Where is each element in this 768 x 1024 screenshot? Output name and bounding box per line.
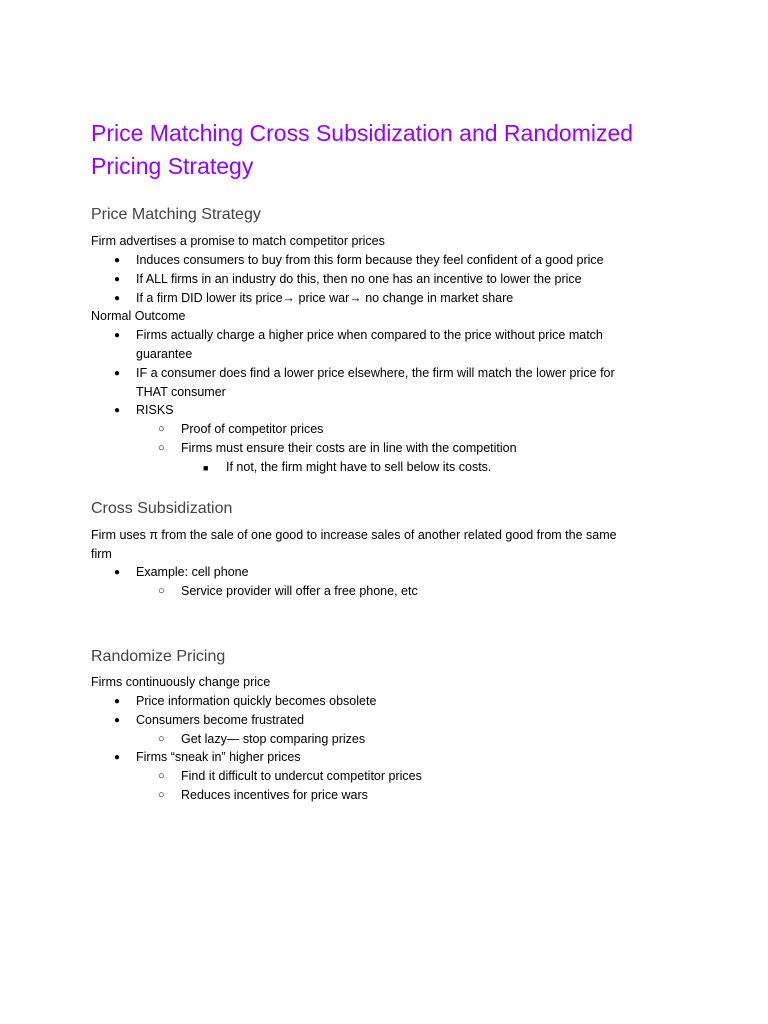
list-item: If ALL firms in an industry do this, then no one has an incentive to lower the price xyxy=(136,272,582,286)
list-item-continuation: THAT consumer xyxy=(136,385,226,399)
bullet-circle: ○ xyxy=(158,789,165,801)
list-item: Consumers become frustrated xyxy=(136,713,305,727)
title-line-1: Price Matching Cross Subsidization and Randomized xyxy=(91,120,634,146)
list-item: Proof of competitor prices xyxy=(181,422,324,436)
bullet-circle: ○ xyxy=(158,733,165,745)
bullet-dot: ● xyxy=(114,368,121,379)
bullet-circle: ○ xyxy=(158,442,165,454)
document-title xyxy=(91,117,731,183)
title-line-2: Pricing Strategy xyxy=(91,153,254,179)
list-item: Firms must ensure their costs are in line with the competition xyxy=(181,441,517,455)
paragraph-continuation: firm xyxy=(91,547,112,561)
list-item: Firms actually charge a higher price when compared to the price without price match xyxy=(136,328,603,342)
paragraph: Firm advertises a promise to match competitor prices xyxy=(91,234,385,248)
bullet-dot: ● xyxy=(114,752,121,763)
bullet-dot: ● xyxy=(114,330,121,341)
bullet-circle: ○ xyxy=(158,423,165,435)
paragraph: Firms continuously change price xyxy=(91,675,271,689)
list-item: Reduces incentives for price wars xyxy=(181,788,368,802)
list-item: Example: cell phone xyxy=(136,565,249,579)
bullet-circle: ○ xyxy=(158,585,165,597)
list-item-continuation: guarantee xyxy=(136,347,193,361)
bullet-dot: ● xyxy=(114,715,121,726)
list-item: Price information quickly becomes obsolete xyxy=(136,694,377,708)
list-item: Get lazy— stop comparing prizes xyxy=(181,732,366,746)
bullet-dot: ● xyxy=(114,567,121,578)
list-item: If not, the firm might have to sell below its costs. xyxy=(226,460,492,474)
list-item: Firms “sneak in” higher prices xyxy=(136,750,301,764)
list-item: Find it difficult to undercut competitor prices xyxy=(181,769,422,783)
section-heading-randomize-pricing: Randomize Pricing xyxy=(91,648,226,665)
paragraph: Normal Outcome xyxy=(91,309,186,323)
bullet-dot: ● xyxy=(114,274,121,285)
bullet-square: ■ xyxy=(203,463,209,473)
list-item: Service provider will offer a free phone, etc xyxy=(181,584,418,598)
paragraph: Firm uses π from the sale of one good to increase sales of another related good from the same xyxy=(91,528,617,542)
section-heading-cross-subsidization: Cross Subsidization xyxy=(91,500,233,517)
list-item: IF a consumer does find a lower price elsewhere, the firm will match the lower price for xyxy=(136,366,615,380)
list-item: RISKS xyxy=(136,403,174,417)
section-heading-price-matching: Price Matching Strategy xyxy=(91,206,261,223)
bullet-dot: ● xyxy=(114,696,121,707)
list-item: Induces consumers to buy from this form because they feel confident of a good price xyxy=(136,253,604,267)
list-item: If a firm DID lower its price→ price war→ no change in market share xyxy=(136,291,514,305)
bullet-dot: ● xyxy=(114,405,121,416)
bullet-circle: ○ xyxy=(158,770,165,782)
bullet-dot: ● xyxy=(114,255,121,266)
bullet-dot: ● xyxy=(114,293,121,304)
